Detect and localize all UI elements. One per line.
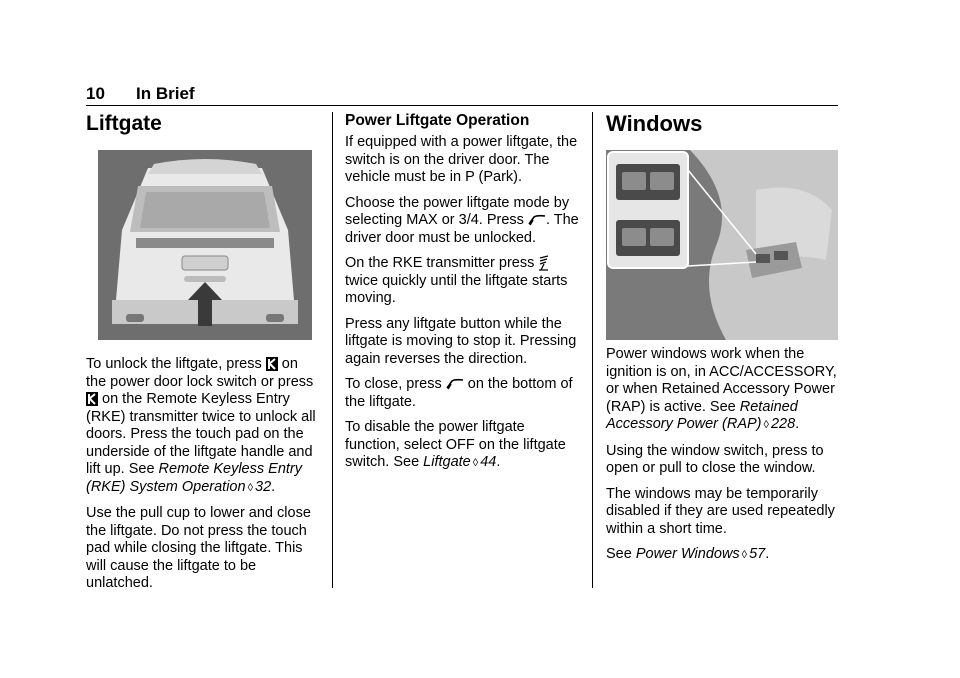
page-ref-number[interactable]: 228 [770,416,796,432]
page-ref-arrow: ◊ [741,549,748,561]
windows-paragraph-1: Power windows work when the ignition is on, in ACC/ACCESSORY, or when Retained Accessory Power (RAP) is active. See Retained Accessory Power (RAP) ◊ 228. [606,346,837,432]
column-divider [592,112,593,588]
power-liftgate-paragraph-4: Press any liftgate button while the liftgate is moving to stop it. Pressing again reverses the direction. [345,315,577,367]
power-liftgate-paragraph-6: To disable the power liftgate function, select OFF on the liftgate switch. See Liftgate ◊ 44. [345,419,566,470]
windows-column [606,112,842,573]
column-divider [332,112,333,588]
liftgate-reference[interactable]: Liftgate [423,454,471,470]
unlock-icon [86,392,98,406]
liftgate-paragraph-1: To unlock the liftgate, press on the power door lock switch or press on the Remote Keyless Entry (RKE) transmitter twice to unlock all doors. Press the touch pad on the underside of the liftgate handle and lift up. See Remote Keyless Entry (RKE) System Operation ◊ 32. [86,356,316,495]
liftgate-column [86,112,322,601]
power-liftgate-paragraph-5: To close, press on the bottom of the liftgate. [345,376,573,410]
unlock-icon [266,357,278,371]
windows-paragraph-3: The windows may be temporarily disabled if they are used repeatedly within a short time. [606,485,835,537]
rke-liftgate-icon [538,255,550,271]
liftgate-illustration [98,150,312,340]
liftgate-paragraph-2: Use the pull cup to lower and close the liftgate. Do not press the touch pad while closing the liftgate. This will cause the liftgate to be unlatched. [86,505,311,591]
page-ref-arrow: ◊ [763,419,769,431]
liftgate-icon [446,378,464,390]
window-switch-illustration [606,150,838,340]
page-number: 10 [86,84,105,103]
page-ref-arrow: ◊ [472,457,479,469]
page-ref-number[interactable]: 44 [480,454,497,470]
power-windows-reference[interactable]: Power Windows [635,546,740,562]
page-ref-number[interactable]: 57 [749,546,766,562]
power-liftgate-paragraph-1: If equipped with a power liftgate, the switch is on the driver door. The vehicle must be in P (Park). [345,134,578,185]
power-liftgate-paragraph-3: On the RKE transmitter press twice quickly until the liftgate starts moving. [345,255,568,306]
liftgate-icon [528,214,546,226]
section-title: In Brief [136,84,195,103]
rap-reference[interactable]: Retained Accessory Power (RAP) [606,398,798,432]
page-ref-number[interactable]: 32 [255,478,272,495]
power-liftgate-paragraph-2: Choose the power liftgate mode by selecting MAX or 3/4. Press . The driver door must be unlocked. [345,194,579,246]
rke-reference[interactable]: Remote Keyless Entry (RKE) System Operation [86,461,302,495]
power-liftgate-heading: Power Liftgate Operation [345,112,530,129]
windows-paragraph-4: See Power Windows ◊ 57. [606,546,770,562]
page-ref-arrow: ◊ [247,481,253,494]
windows-paragraph-2: Using the window switch, press to open or pull to close the window. [606,442,824,476]
windows-heading: Windows [606,111,703,136]
page-header [86,84,838,106]
liftgate-heading: Liftgate [86,112,162,135]
power-liftgate-column [345,112,583,481]
